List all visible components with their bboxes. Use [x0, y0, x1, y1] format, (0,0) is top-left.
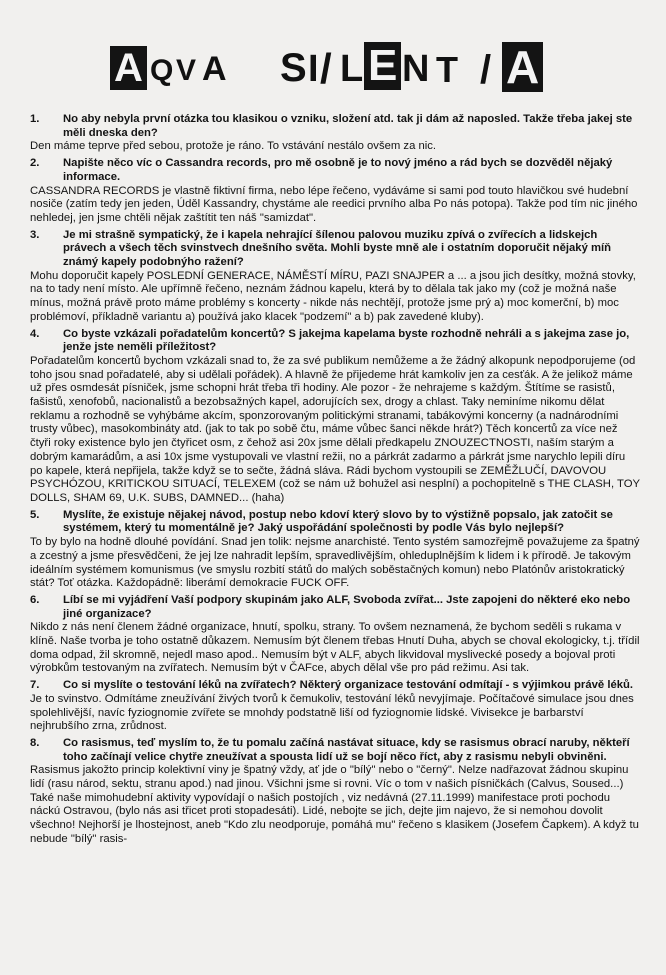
qa-item-8	[30, 737, 640, 847]
qa-item-5	[30, 509, 640, 591]
title-letter: /	[320, 45, 332, 92]
question-text: Co rasismus, teď myslím to, že tu pomalu začíná nastávat situace, kdy se rasismus obrací naruby, někteří toho začínají velice chytře zneužívat a spousta lidí už se bojí něco říct, aby z rasismu nebyli obviněni.	[63, 736, 630, 763]
title-letter: L	[340, 48, 364, 90]
qa-item-4	[30, 328, 640, 506]
question	[30, 157, 640, 184]
question-number: 7.	[30, 679, 40, 692]
qa-item-1	[30, 113, 640, 154]
question-number: 1.	[30, 113, 40, 125]
question-number: 5.	[30, 508, 40, 521]
title-letter: I	[308, 48, 319, 90]
question-text: Je mi strašně sympatický, že i kapela nehrající šílenou palovou muziku zpívá o zvířecích a lidskejch právech a všech těch svinstvech dnešního světa. Mohli byste mně ale i ostatním doporučit nějaký míň známý kapely podobnýho ražení?	[63, 228, 612, 269]
question	[30, 113, 640, 140]
question-text: Líbí se mi vyjádření Vaší podpory skupinám jako ALF, Svoboda zvířat... Jste zapojeni do některé eko nebo jiné organizace?	[63, 593, 631, 620]
question	[30, 679, 640, 693]
band-title-aqua-silentia	[110, 38, 570, 96]
qa-item-7	[30, 679, 640, 734]
answer-text: Rasismus jakožto princip kolektivní viny je špatný vždy, ať jde o "bílý" nebo o "černý". Nelze nadřazovat žádnou skupinu lidí (rasu národ, sektu, stranu apod.) nad jinou. Všichni jsme si rovni. Víc o tom v našich písničkách (Calvus, Soused...) Také naše mimohudební aktivity vypovídají o našich postojích , viz nedávná (27.11.1999) manifestace proti pochodu náckú Ostravou, (bylo nás asi třicet proti stopadesáti). Lidé, nebojte se jich, dejte jim najevo, že si nemohou dovolit všechno! Nejhorší je lhostejnost, aneb "Kdo zlu neodporuje, pomáhá mu" řečeno s klasikem (Josefem Čapkem). A když tu nebude "bílý" rasis-	[30, 764, 639, 845]
question	[30, 328, 640, 355]
question-text: No aby nebyla první otázka tou klasikou o vzniku, složení atd. tak ji dám až naposled. Takže třeba jakej ste měli dneska den?	[63, 113, 633, 139]
qa-item-6	[30, 594, 640, 676]
answer-text: Nikdo z nás není členem žádné organizace, hnutí, spolku, strany. To ovšem neznamená, že bychom seděli s rukama v klíně. Naše tvorba je toho ostatně důkazem. Nemusím být členem třebas Hnutí Duha, abych se choval ekologicky, t.j. třídil doma odpad, žil skromně, nejedl maso apod.. Nemusím být v ALF, abych likvidoval myslivecké posedy a bojoval proti výrobkům testovaným na zvířatech. Nemusím být v ČAFce, abych dělal vše pro pád režimu. Asi tak.	[30, 621, 640, 675]
question-text: Co si myslíte o testování léků na zvířatech? Některý organizace testování odmítají - s výjimkou právě léků.	[63, 679, 634, 692]
question-text: Napište něco víc o Cassandra records, pro mě osobně je to nový jméno a rád bych se dozvěděl nějaký informace.	[63, 157, 613, 183]
question-number: 4.	[30, 327, 40, 340]
question	[30, 594, 640, 621]
title-letter: S	[280, 46, 307, 90]
question-number: 6.	[30, 593, 40, 606]
title-letter: N	[402, 48, 430, 90]
qa-item-2	[30, 157, 640, 226]
question-text: Myslíte, že existuje nějakej návod, postup nebo kdoví který slovo by to výstižně popsalo, jak zatočit se systémem, který tu momentálně je? Jaký uspořádání společnosti by podle Vás bylo nejlepší?	[63, 508, 613, 535]
title-letter: E	[364, 42, 401, 90]
question-number: 8.	[30, 736, 40, 749]
qa-item-3	[30, 229, 640, 325]
question	[30, 509, 640, 536]
question	[30, 737, 640, 764]
answer-text: Pořadatelům koncertů bychom vzkázali snad to, že za své publikum nemůžeme a že žádný alkopunk nepodporujeme (od toho jsou snad pořadatelé, aby si udělali pořádek). A hlavně že přijedeme hrát kamkoliv jen za cesťák. A že jelikož máme už přes osmdesát písniček, jsme schopni hrát třeba tři hodiny. Ale pozor - že nehrajeme s každým. Štítíme se rasistů, fašistů, xenofobů, nacionalistů a bezobsažných kapel, adorujících sex, drogy a chlast. Taky neminíme nikomu dělat reklamu a rozhodně se vyhýbáme akcím, sponzorovaným politickými stranami, tabákovými koncerny (a nadnárodními trusty vůbec), masokombináty atd. (jak to tak po sobě čtu, máme vůbec šanci někde hrát?) Těch koncertů za více než čtyři roky existence bylo jen čtyřicet osm, z čehož asi 20x jsme dělali předkapelu ZNOUZECTNOSTI, naším starým a dobrým kamarádům, a asi 10x jsme vystupovali ve vlastní režii, no a párkrát zadarmo a párkrát jsme narychlo lepili díru po kapele, která nepřijela, takže když se to sečte, žádná sláva. Rádi bychom vystoupili se ZEMĚŽLUČÍ, DAVOVOU PSYCHÓZOU, KRITICKOU SITUACÍ, TELEXEM (což se nám už bohužel asi nesplní) a pochopitelně s THE CLASH, TOY DOLLS, SHAM 69, U.K. SUBS, DAMNED... (haha)	[30, 354, 640, 504]
answer-text: To by bylo na hodně dlouhé povídání. Snad jen tolik: nejsme anarchisté. Tento systém samozřejmě považujeme za špatný a zcestný a jsme přesvědčeni, že jej lze nahradit lepším, spravedlivějším, ohleduplnějším k lidem i k přírodě. Je takovým ideálním systémem komunismus (ve smyslu rozbití států do malých soběstačných komun) nebo Platónův aristokratický stát? Toť otázka. Každopádně: liberámí demokracie FUCK OFF.	[30, 536, 640, 590]
title-letter: A	[502, 42, 543, 92]
answer-text: Den máme teprve před sebou, protože je ráno. To vstávání nestálo ovšem za nic.	[30, 140, 437, 153]
question	[30, 229, 640, 270]
title-letter: A	[110, 46, 147, 90]
title-letter: Q	[150, 54, 174, 87]
question-text: Co byste vzkázali pořadatelům koncertů? S jakejma kapelama byste rozhodně nehráli a s jakejma zase jo, jenže jste neměli příležitost?	[63, 327, 630, 354]
title-letter: T	[436, 49, 458, 90]
interview-body	[30, 110, 640, 847]
answer-text: Je to svinstvo. Odmítáme zneužívání živých tvorů k čemukoliv, testování léků nevyjímaje. Počítačové simulace jsou dnes spolehlivější, navíc fyziognomie zvířete se mnohdy podstatně liší od fyziognomie lidské. Vivisekce je barbarství nejhrubšího zrna, zrůdnost.	[30, 692, 634, 733]
title-letter: /	[480, 48, 492, 92]
title-letter: V	[176, 54, 197, 87]
answer-text: Mohu doporučit kapely POSLEDNÍ GENERACE, NÁMĚSTÍ MÍRU, PAZI SNAJPER a ... a jsou jich desítky, možná stovky, na to tady není místo. Ale upřímně řečeno, neznám žádnou kapelu, která by to dělala tak jako my (což je možná naše mínus, možná právě proto máme problémy s koncerty - nikde nás nechtějí, protože jsme prý a) moc komerční, b) moc problémoví, příkladně variantu a) používá jako klacek "podzemí" a b) pak zavedené kluby).	[30, 269, 636, 323]
question-number: 2.	[30, 157, 40, 170]
answer-text: CASSANDRA RECORDS je vlastně fiktivní firma, nebo lépe řečeno, vydáváme si sami pod touto hlavičkou své hudební nosiče (zatím tedy jen jeden, Úděl Kassandry, chystáme ale reedici prvního alba Po nás potopa). Takže pod tím nic jiného nehledej, jen jsme chtěli nějak zaštítit ten náš "samizdat".	[30, 184, 638, 224]
question-number: 3.	[30, 228, 40, 241]
title-letter: A	[202, 50, 227, 88]
